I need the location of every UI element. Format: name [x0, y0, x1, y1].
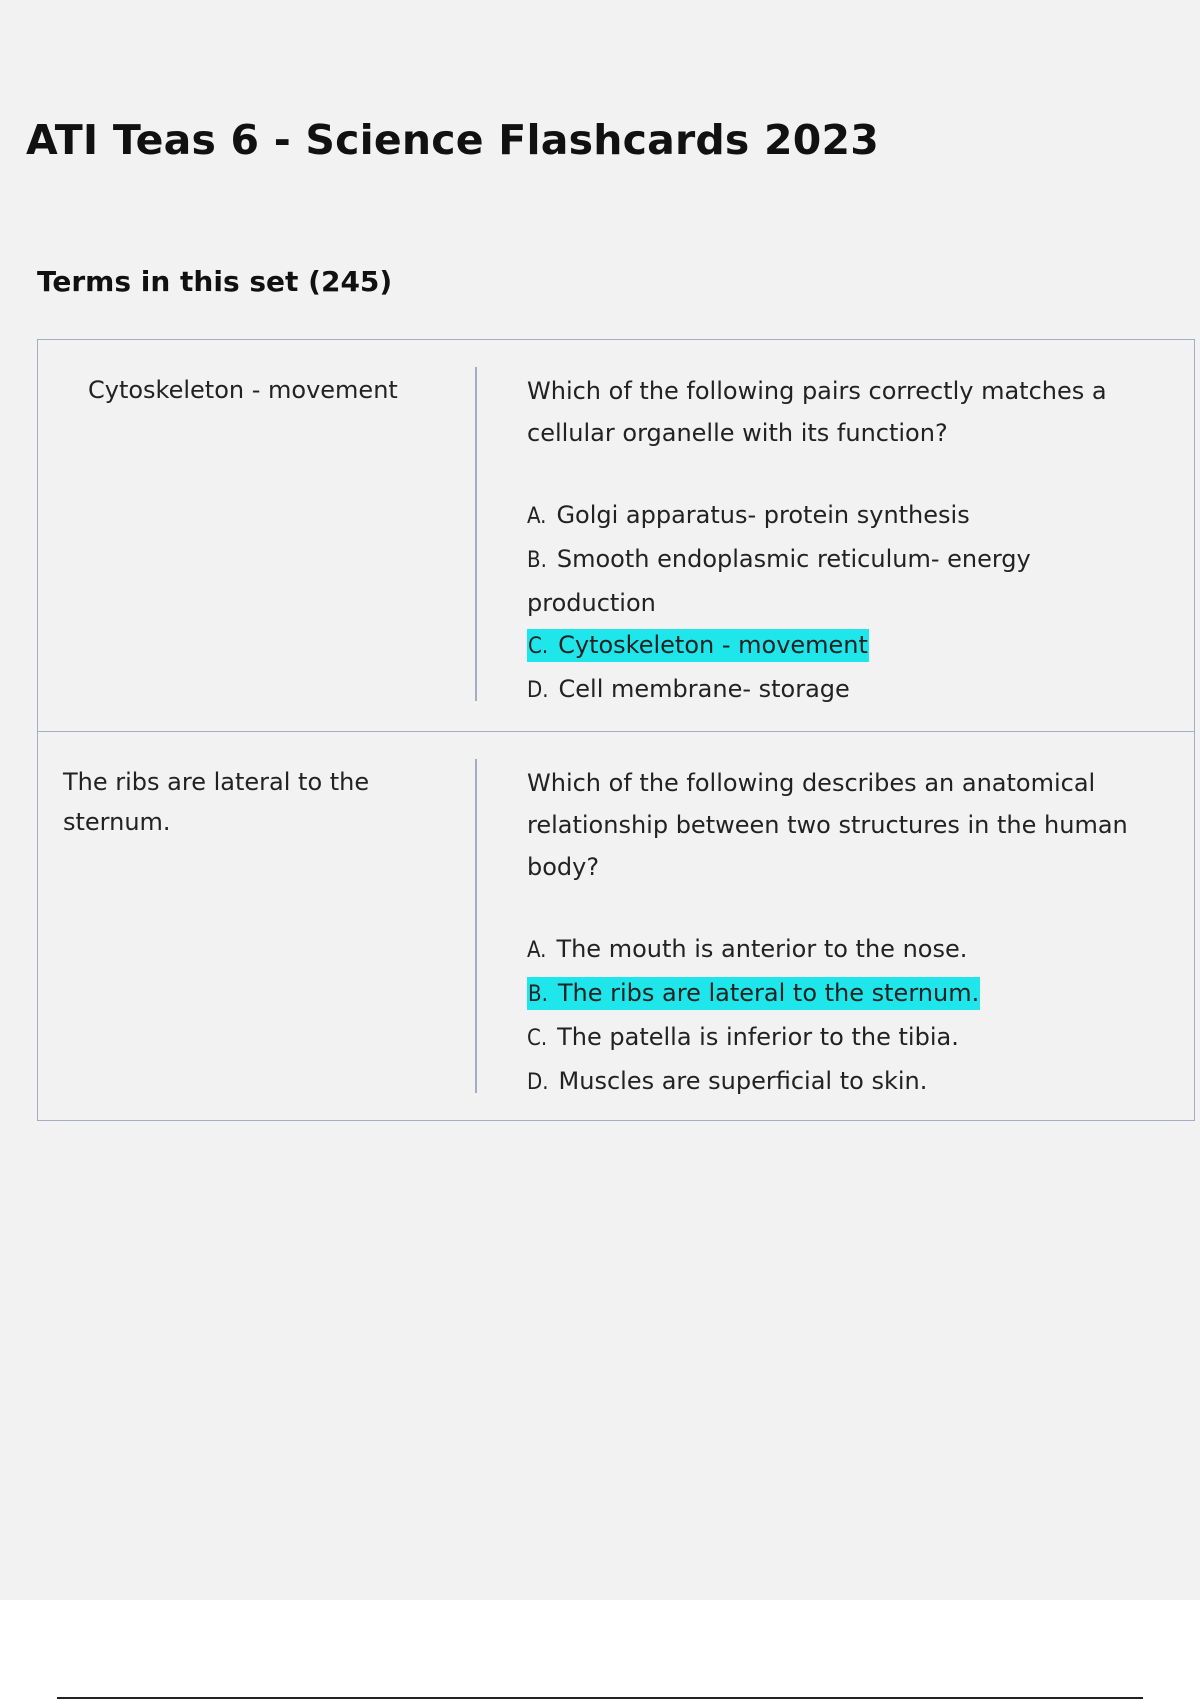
option-text: Cell membrane- storage [558, 675, 850, 703]
option-text: The patella is inferior to the tibia. [557, 1023, 959, 1051]
answer-option [527, 668, 1157, 712]
answer-options [527, 928, 1157, 1104]
option-letter: D. [527, 678, 549, 703]
card-term: The ribs are lateral to the sternum. [63, 768, 370, 836]
set-heading: Terms in this set (245) [37, 265, 393, 298]
option-text: The mouth is anterior to the nose. [556, 935, 968, 963]
answer-option-correct [527, 972, 1157, 1016]
option-letter: A. [527, 504, 547, 529]
option-letter: C. [527, 1026, 548, 1051]
option-text: Muscles are superficial to skin. [558, 1067, 928, 1095]
answer-option-correct [527, 624, 1157, 668]
card-definition [527, 370, 1157, 712]
option-letter: A. [527, 938, 547, 963]
option-text: Golgi apparatus- protein synthesis [556, 501, 970, 529]
answer-option [527, 494, 1157, 538]
flashcard [38, 731, 1194, 1120]
option-letter: D. [527, 1070, 549, 1095]
footer-rule [57, 1697, 1143, 1699]
answer-option [527, 928, 1157, 972]
card-divider [475, 759, 477, 1093]
answer-option [527, 1016, 1157, 1060]
answer-option [527, 538, 1157, 624]
card-question: Which of the following pairs correctly matches a cellular organelle with its function? [527, 377, 1107, 447]
flashcard [38, 340, 1194, 731]
card-question: Which of the following describes an anatomical relationship between two structures in the human body? [527, 769, 1128, 881]
card-term: Cytoskeleton - movement [88, 376, 398, 404]
option-letter: B. [527, 548, 547, 573]
card-divider [475, 367, 477, 701]
option-text: The ribs are lateral to the sternum. [557, 979, 980, 1007]
card-definition [527, 762, 1157, 1104]
option-letter: B. [528, 982, 548, 1007]
option-text: Smooth endoplasmic reticulum- energy production [527, 545, 1031, 617]
option-letter: C. [528, 634, 549, 659]
option-text: Cytoskeleton - movement [558, 631, 868, 659]
answer-option [527, 1060, 1157, 1104]
answer-options [527, 494, 1157, 712]
flashcard-table [37, 339, 1195, 1121]
document-title: ATI Teas 6 - Science Flashcards 2023 [26, 116, 879, 164]
